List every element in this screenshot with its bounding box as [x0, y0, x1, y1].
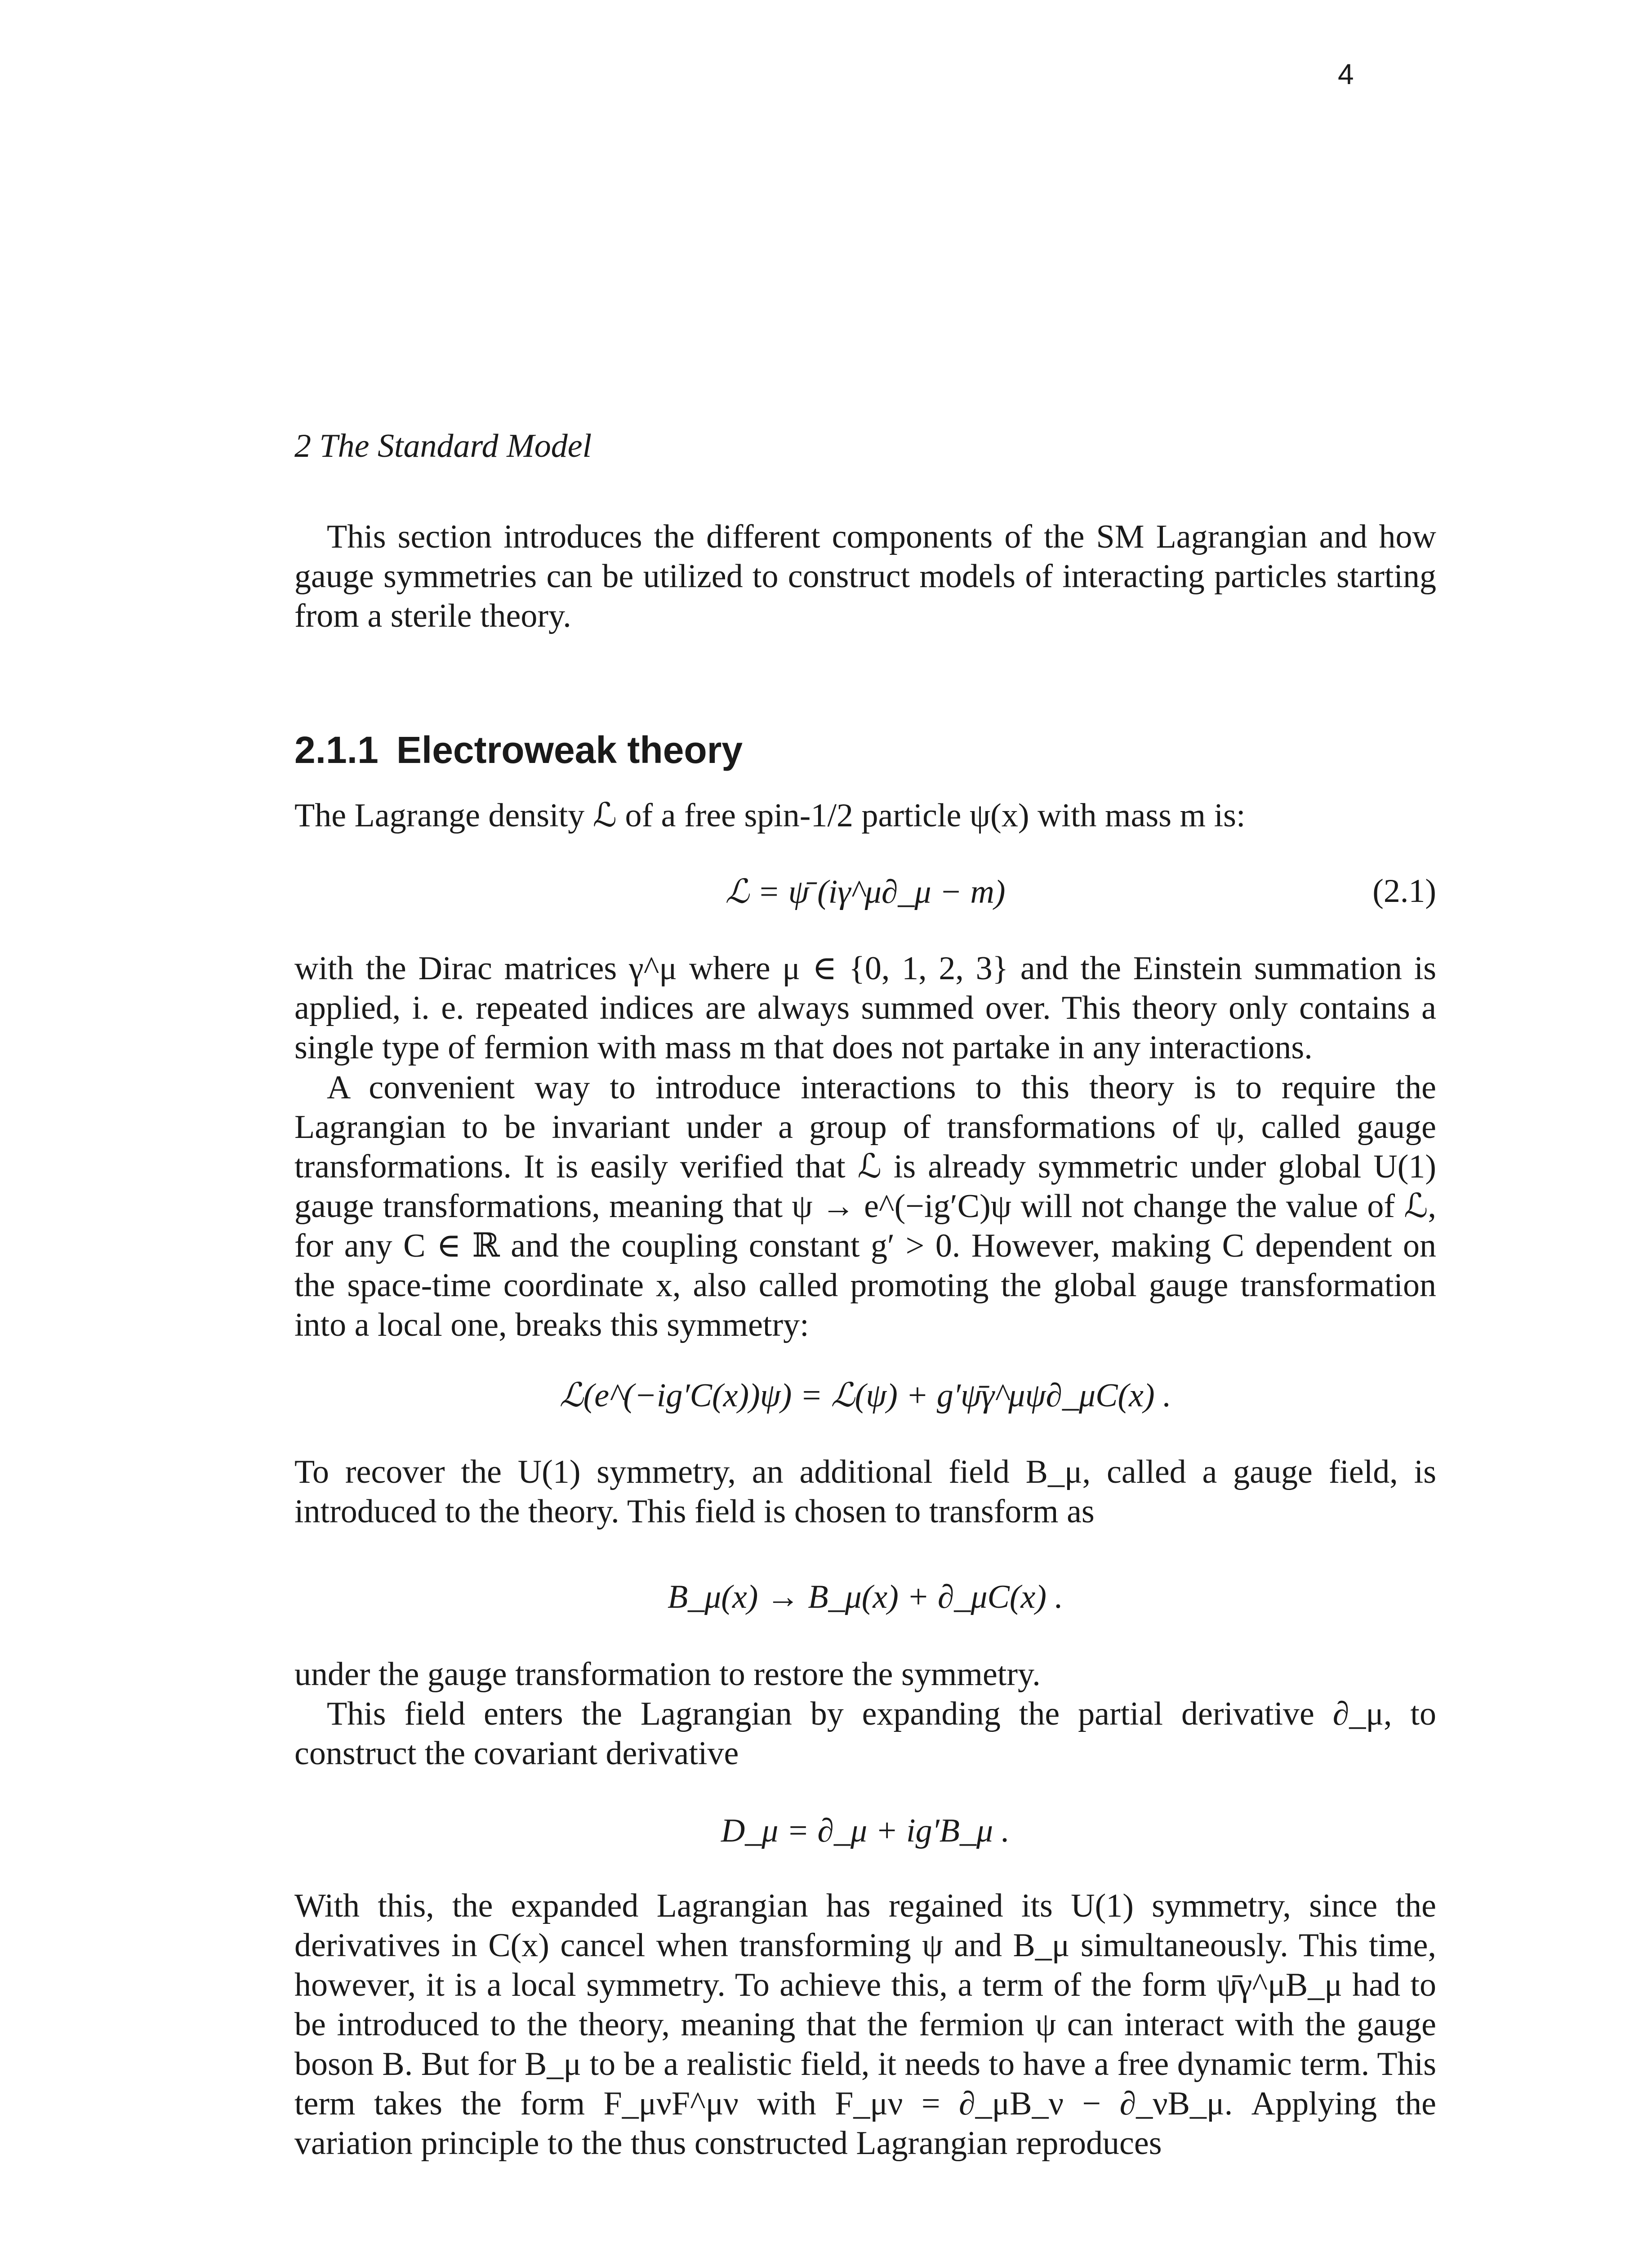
equation-field-transform: [294, 1578, 1436, 1616]
equation-number: (2.1): [1372, 873, 1436, 910]
paragraph-1: The Lagrange density ℒ of a free spin-1/2 particle ψ(x) with mass m is:: [294, 797, 1246, 834]
equation-body: ℒ = ψ̄ (iγ^μ∂_μ − m): [725, 874, 1006, 910]
section-heading: [294, 728, 743, 772]
equation-covariant-derivative: [294, 1812, 1436, 1850]
equation-body: D_μ = ∂_μ + ig′B_μ .: [721, 1812, 1010, 1849]
equation-body: ℒ(e^(−ig′C(x))ψ) = ℒ(ψ) + g′ψ̄γ^μψ∂_μC(x) .: [559, 1377, 1171, 1414]
intro-paragraph: This section introduces the different components of the SM Lagrangian and how gauge symmetries can be utilized to construct models of interacting particles starting from a sterile theory.: [294, 518, 1436, 634]
paragraph-5: under the gauge transformation to restore the symmetry.: [294, 1656, 1041, 1693]
equation-body: B_μ(x) → B_μ(x) + ∂_μC(x) .: [667, 1579, 1064, 1615]
paragraph-7: With this, the expanded Lagrangian has regained its U(1) symmetry, since the derivatives in C(x) cancel when transforming ψ and B_μ simultaneously. This time, however, it is a local symmetry. To achieve this, a term of the form ψ̄γ^μB_μ had to be introduced to the theory, meaning that the fermion ψ can interact with the gauge boson B. But for B_μ to be a realistic field, it needs to have a free dynamic term. This term takes the form F_μνF^μν with F_μν = ∂_μB_ν − ∂_νB_μ. Applying the variation principle to the thus constructed Lagrangian reproduces: [294, 1887, 1436, 2162]
running-header: 2 The Standard Model: [294, 428, 592, 464]
section-number: 2.1.1: [294, 729, 378, 771]
equation-gauge-breaking: [294, 1376, 1436, 1415]
paragraph-3: A convenient way to introduce interactions to this theory is to require the Lagrangian to be invariant under a group of transformations of ψ, called gauge transformations. It is easily verified that ℒ is already symmetric under global U(1) gauge transformations, meaning that ψ → e^(−ig′C)ψ will not change the value of ℒ, for any C ∈ ℝ and the coupling constant g′ > 0. However, making C dependent on the space-time coordinate x, also called promoting the global gauge transformation into a local one, breaks this symmetry:: [294, 1069, 1436, 1343]
paragraph-6: This field enters the Lagrangian by expanding the partial derivative ∂_μ, to construct the covariant derivative: [294, 1695, 1436, 1772]
page-number: 4: [1338, 58, 1354, 90]
equation-2-1: [294, 872, 1436, 911]
section-title: Electroweak theory: [396, 729, 743, 771]
paragraph-4: To recover the U(1) symmetry, an additional field B_μ, called a gauge field, is introduced to the theory. This field is chosen to transform as: [294, 1454, 1436, 1530]
paragraph-2: with the Dirac matrices γ^μ where μ ∈ {0, 1, 2, 3} and the Einstein summation is applied, i. e. repeated indices are always summed over. This theory only contains a single type of fermion with mass m that does not partake in any interactions.: [294, 950, 1436, 1066]
